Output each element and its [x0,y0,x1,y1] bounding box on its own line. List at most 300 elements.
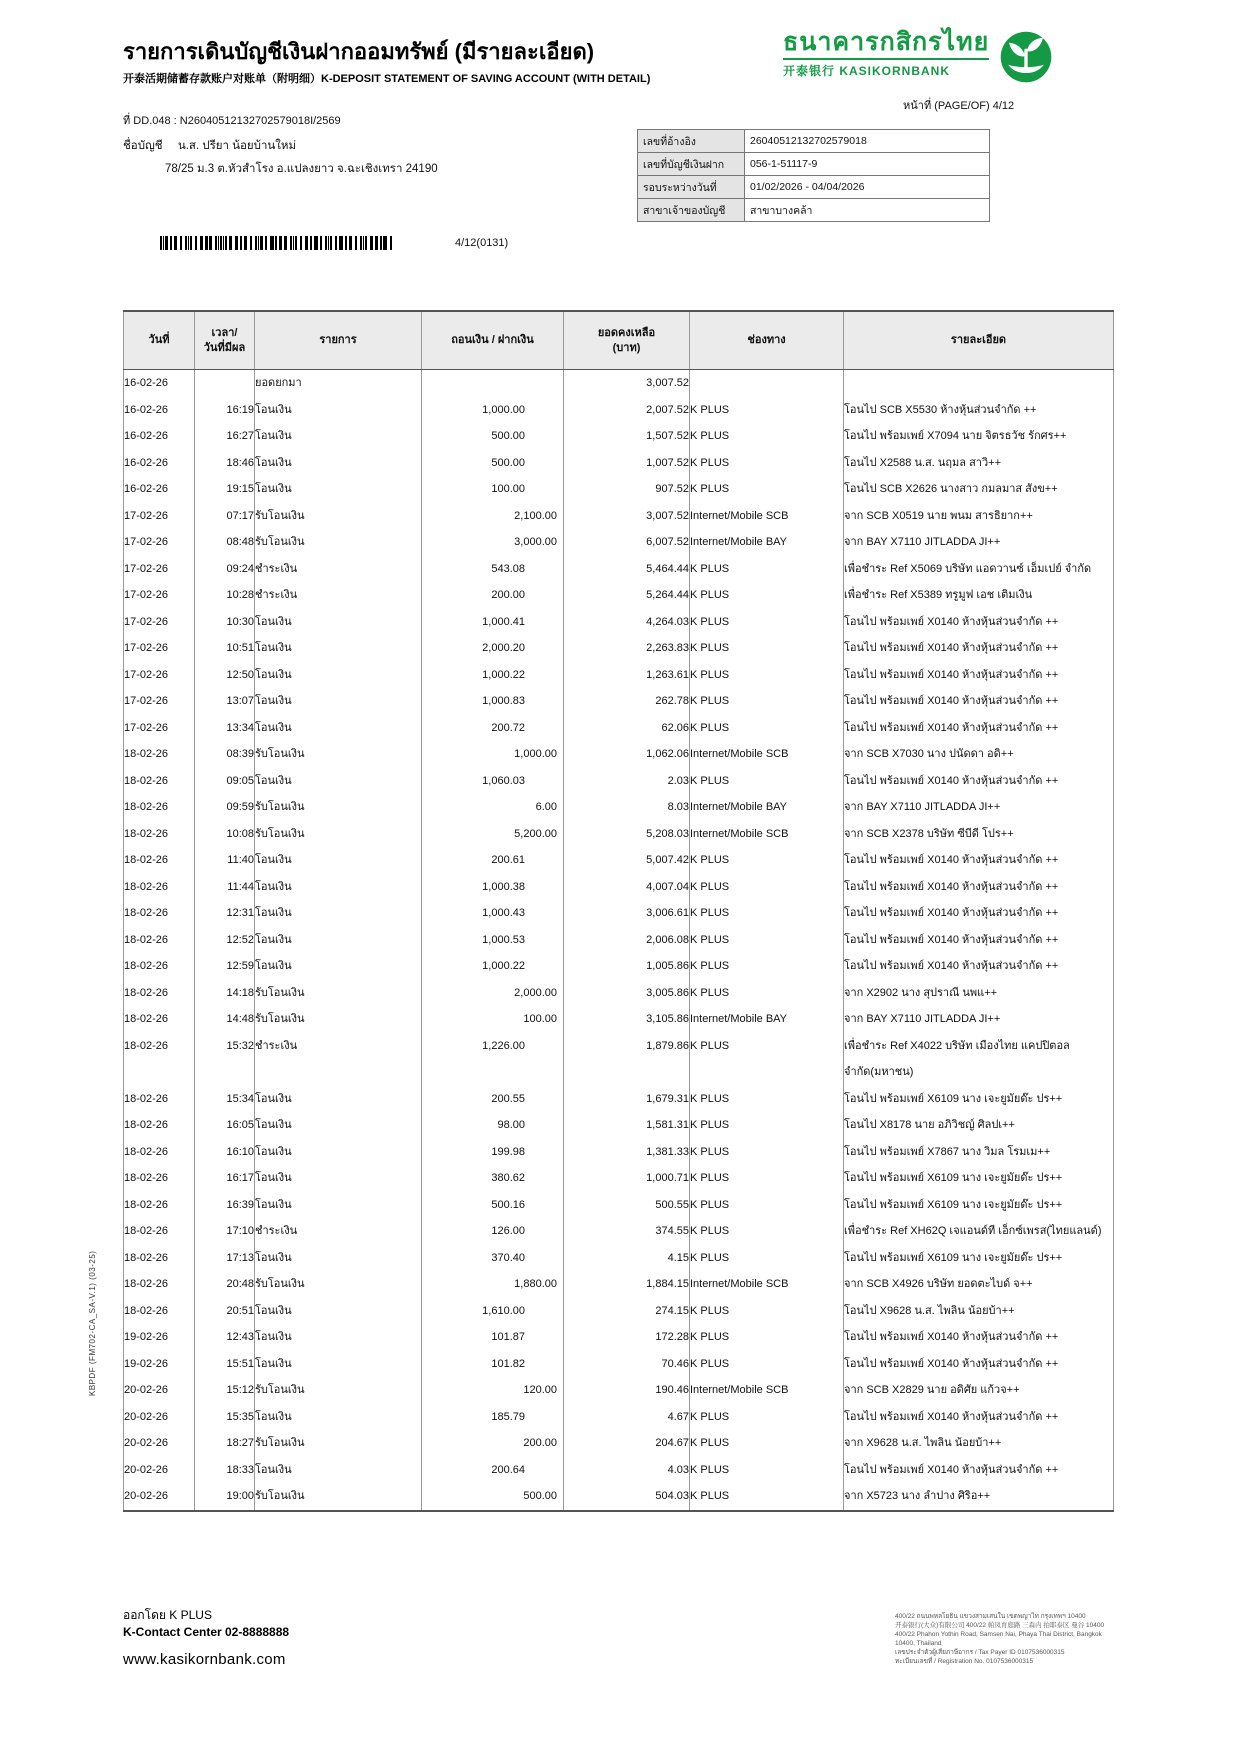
cell-time: 08:48 [195,529,255,556]
cell-balance: 6,007.52 [564,529,690,556]
footer-left [123,1607,289,1668]
header-time-line1: เวลา/ [211,326,238,339]
cell-balance: 1,879.86 [564,1033,690,1086]
cell-balance: 1,263.61 [564,662,690,689]
cell-type: โอนเงิน [255,1086,422,1113]
cell-balance: 1,062.06 [564,741,690,768]
table-row [124,582,1114,609]
cell-type: โอนเงิน [255,1139,422,1166]
cell-type: โอนเงิน [255,874,422,901]
cell-time: 10:28 [195,582,255,609]
barcode-caption: 4/12(0131) [455,237,509,249]
cell-detail: โอนไป พร้อมเพย์ X0140 ห้างหุ้นส่วนจำกัด ++ [844,662,1114,689]
info-row [638,176,990,199]
cell-channel: K PLUS [690,609,844,636]
cell-time: 18:27 [195,1430,255,1457]
cell-type: โอนเงิน [255,635,422,662]
cell-time: 13:34 [195,715,255,742]
cell-channel: K PLUS [690,927,844,954]
cell-time: 16:17 [195,1165,255,1192]
cell-detail: โอนไป พร้อมเพย์ X0140 ห้างหุ้นส่วนจำกัด ++ [844,874,1114,901]
cell-type: รับโอนเงิน [255,794,422,821]
table-header-row [124,311,1114,370]
cell-time: 15:35 [195,1404,255,1431]
header-date: วันที่ [124,311,195,370]
cell-type: รับโอนเงิน [255,529,422,556]
cell-type: รับโอนเงิน [255,741,422,768]
account-address: 78/25 ม.3 ต.หัวสำโรง อ.แปลงยาว จ.ฉะเชิงเทรา 24190 [165,163,438,175]
table-row [124,397,1114,424]
table-row [124,609,1114,636]
cell-date: 18-02-26 [124,774,169,787]
cell-channel: Internet/Mobile SCB [690,741,844,768]
cell-time: 20:48 [195,1271,255,1298]
cell-detail: เพื่อชำระ Ref X5389 ทรูมูฟ เอช เติมเงิน [844,582,1114,609]
cell-channel: K PLUS [690,1351,844,1378]
cell-detail: จาก SCB X2378 บริษัท ซีบีดี โปร++ [844,821,1114,848]
cell-date: 17-02-26 [124,668,169,681]
cell-time: 17:13 [195,1245,255,1272]
info-value: สาขาบางคล้า [745,199,990,222]
cell-channel: K PLUS [690,1483,844,1511]
cell-type: ชำระเงิน [255,556,422,583]
cell-time [195,370,255,397]
table-row [124,1086,1114,1113]
cell-date: 17-02-26 [124,615,169,628]
cell-time: 14:48 [195,1006,255,1033]
fine-print-line: 400/22 Phahon Yothin Road, Samsen Nai, Phaya Thai District, Bangkok 10400, Thailand [895,1631,1102,1647]
cell-channel: K PLUS [690,1245,844,1272]
table-row [124,821,1114,848]
cell-balance: 2,263.83 [564,635,690,662]
info-row [638,199,990,222]
cell-detail: โอนไป พร้อมเพย์ X0140 ห้างหุ้นส่วนจำกัด ++ [844,927,1114,954]
cell-amount: 1,226.00 [422,1033,564,1086]
cell-balance: 4.15 [564,1245,690,1272]
cell-detail: จาก BAY X7110 JITLADDA JI++ [844,794,1114,821]
page-subtitle: 开泰活期储蓄存款账户对账单（附明细）K-DEPOSIT STATEMENT OF SAVING ACCOUNT (WITH DETAIL) [123,73,651,85]
cell-balance: 3,007.52 [564,370,690,397]
cell-channel: K PLUS [690,688,844,715]
cell-date: 17-02-26 [124,562,169,575]
table-row [124,1245,1114,1272]
cell-channel: Internet/Mobile BAY [690,1006,844,1033]
cell-detail: โอนไป พร้อมเพย์ X7867 นาง วิมล โรมเม++ [844,1139,1114,1166]
cell-amount: 101.87 [422,1324,564,1351]
page-number: หน้าที่ (PAGE/OF) 4/12 [903,100,1015,112]
cell-balance: 1,581.31 [564,1112,690,1139]
header-balance-line2: (บาท) [612,341,641,354]
cell-balance: 4,264.03 [564,609,690,636]
cell-amount: 500.00 [422,450,564,477]
table-row [124,874,1114,901]
cell-detail: โอนไป พร้อมเพย์ X0140 ห้างหุ้นส่วนจำกัด ++ [844,688,1114,715]
cell-time: 09:24 [195,556,255,583]
cell-amount: 200.55 [422,1086,564,1113]
cell-amount: 1,000.00 [422,741,564,768]
cell-amount: 185.79 [422,1404,564,1431]
cell-balance: 190.46 [564,1377,690,1404]
info-value: 056-1-51117-9 [745,153,990,176]
cell-channel: K PLUS [690,953,844,980]
cell-detail: จาก X5723 นาง ลำปาง ศิริอ++ [844,1483,1114,1511]
account-info-body [638,130,990,222]
cell-channel: K PLUS [690,582,844,609]
cell-date: 18-02-26 [124,1278,169,1290]
account-info-table [637,129,990,222]
cell-amount [422,370,564,397]
cell-type: ชำระเงิน [255,1218,422,1245]
cell-type: โอนเงิน [255,927,422,954]
table-row [124,953,1114,980]
cell-time: 07:17 [195,503,255,530]
cell-balance: 5,464.44 [564,556,690,583]
table-row [124,715,1114,742]
cell-detail: โอนไป พร้อมเพย์ X0140 ห้างหุ้นส่วนจำกัด ++ [844,768,1114,795]
cell-balance: 62.06 [564,715,690,742]
cell-time: 15:34 [195,1086,255,1113]
cell-amount: 1,000.43 [422,900,564,927]
cell-amount: 2,000.20 [422,635,564,662]
cell-time: 10:51 [195,635,255,662]
cell-channel: K PLUS [690,980,844,1007]
cell-date: 17-02-26 [124,589,169,601]
cell-amount: 126.00 [422,1218,564,1245]
cell-channel: K PLUS [690,874,844,901]
table-row [124,1351,1114,1378]
cell-time: 11:40 [195,847,255,874]
cell-type: รับโอนเงิน [255,1006,422,1033]
cell-balance: 204.67 [564,1430,690,1457]
cell-detail: โอนไป พร้อมเพย์ X6109 นาง เจะยูมัยด๊ะ ปร++ [844,1245,1114,1272]
cell-channel: K PLUS [690,1112,844,1139]
cell-detail: จาก SCB X0519 นาย พนม สารธิยาก++ [844,503,1114,530]
contact-center: K-Contact Center 02-8888888 [123,1625,290,1639]
cell-detail: โอนไป X2588 น.ส. นฤมล สาวิ++ [844,450,1114,477]
cell-channel: Internet/Mobile SCB [690,503,844,530]
cell-type: โอนเงิน [255,847,422,874]
cell-detail: โอนไป SCB X2626 นางสาว กมลมาส สังข++ [844,476,1114,503]
cell-time: 12:59 [195,953,255,980]
cell-date: 20-02-26 [124,1410,169,1423]
account-name-line [123,137,296,155]
cell-detail: โอนไป พร้อมเพย์ X6109 นาง เจะยูมัยด๊ะ ปร++ [844,1165,1114,1192]
cell-detail: โอนไป X8178 นาย อภิวิชญ์ ศิลปเ++ [844,1112,1114,1139]
cell-channel: K PLUS [690,423,844,450]
info-value: 26040512132702579018 [745,130,990,153]
cell-date: 18-02-26 [124,1198,169,1211]
cell-channel: K PLUS [690,635,844,662]
cell-detail: โอนไป พร้อมเพย์ X7094 นาย จิตรธวัช รักศร++ [844,423,1114,450]
cell-channel: K PLUS [690,556,844,583]
cell-date: 17-02-26 [124,642,169,654]
cell-balance: 2.03 [564,768,690,795]
cell-balance: 3,105.86 [564,1006,690,1033]
cell-date: 18-02-26 [124,1119,169,1131]
cell-detail: โอนไป พร้อมเพย์ X0140 ห้างหุ้นส่วนจำกัด ++ [844,953,1114,980]
table-row [124,503,1114,530]
cell-detail: จาก SCB X4926 บริษัท ยอดตะไบด์ จ++ [844,1271,1114,1298]
bank-name-sub: 开泰银行 KASIKORNBANK [783,58,989,79]
table-row [124,450,1114,477]
fine-print-line: เลขประจำตัวผู้เสียภาษีอากร / Tax Payer ID 0107536000315 [895,1649,1065,1656]
cell-detail: โอนไป พร้อมเพย์ X0140 ห้างหุ้นส่วนจำกัด ++ [844,1404,1114,1431]
cell-date: 18-02-26 [124,960,169,972]
cell-channel: K PLUS [690,1404,844,1431]
cell-balance: 4,007.04 [564,874,690,901]
cell-amount: 200.00 [422,1430,564,1457]
barcode [160,236,392,250]
cell-type: โอนเงิน [255,768,422,795]
info-row [638,153,990,176]
cell-time: 09:59 [195,794,255,821]
cell-date: 18-02-26 [124,986,169,999]
cell-amount: 3,000.00 [422,529,564,556]
cell-balance: 172.28 [564,1324,690,1351]
cell-balance: 4.03 [564,1457,690,1484]
cell-type: โอนเงิน [255,1112,422,1139]
cell-amount: 1,000.83 [422,688,564,715]
cell-detail: โอนไป พร้อมเพย์ X6109 นาง เจะยูมัยด๊ะ ปร++ [844,1086,1114,1113]
bank-address-fine-print [895,1612,1120,1666]
cell-type: โอนเงิน [255,662,422,689]
cell-type: รับโอนเงิน [255,1377,422,1404]
cell-amount: 1,880.00 [422,1271,564,1298]
table-row [124,1165,1114,1192]
header-description: รายการ [255,311,422,370]
cell-amount: 543.08 [422,556,564,583]
cell-channel: Internet/Mobile BAY [690,529,844,556]
table-row [124,1139,1114,1166]
cell-type: โอนเงิน [255,1245,422,1272]
table-row [124,1324,1114,1351]
cell-detail: จาก X9628 น.ส. ไพลิน น้อยบ้า++ [844,1430,1114,1457]
cell-amount: 200.72 [422,715,564,742]
cell-detail: โอนไป พร้อมเพย์ X0140 ห้างหุ้นส่วนจำกัด ++ [844,1351,1114,1378]
issued-by: ออกโดย K PLUS [123,1608,212,1622]
header-time-line2: วันที่มีผล [203,341,246,354]
cell-date: 17-02-26 [124,721,169,734]
cell-channel: Internet/Mobile SCB [690,1271,844,1298]
table-row [124,980,1114,1007]
cell-amount: 6.00 [422,794,564,821]
cell-detail: เพื่อชำระ Ref X4022 บริษัท เมืองไทย แคปปิตอล จำกัด(มหาชน) [844,1033,1114,1086]
cell-time: 19:15 [195,476,255,503]
cell-amount: 1,000.38 [422,874,564,901]
cell-date: 19-02-26 [124,1331,169,1343]
cell-amount: 1,060.03 [422,768,564,795]
cell-type: รับโอนเงิน [255,821,422,848]
cell-channel: K PLUS [690,1218,844,1245]
cell-channel [690,370,844,397]
cell-channel: K PLUS [690,1165,844,1192]
cell-detail: โอนไป X9628 น.ส. ไพลิน น้อยบ้า++ [844,1298,1114,1325]
cell-detail: โอนไป พร้อมเพย์ X0140 ห้างหุ้นส่วนจำกัด ++ [844,635,1114,662]
cell-date: 18-02-26 [124,1145,169,1158]
cell-balance: 1,884.15 [564,1271,690,1298]
table-row [124,476,1114,503]
table-row [124,1404,1114,1431]
cell-channel: K PLUS [690,1324,844,1351]
account-name: น.ส. ปรียา น้อยบ้านใหม่ [177,140,297,152]
info-label: เลขที่บัญชีเงินฝาก [638,153,745,176]
cell-balance: 1,679.31 [564,1086,690,1113]
cell-balance: 504.03 [564,1483,690,1511]
table-row [124,900,1114,927]
cell-time: 11:44 [195,874,255,901]
cell-time: 16:05 [195,1112,255,1139]
cell-channel: K PLUS [690,1086,844,1113]
cell-time: 12:50 [195,662,255,689]
cell-amount: 500.00 [422,423,564,450]
cell-channel: K PLUS [690,476,844,503]
cell-date: 18-02-26 [124,854,169,866]
cell-date: 18-02-26 [124,933,169,946]
cell-time: 18:33 [195,1457,255,1484]
cell-time: 08:39 [195,741,255,768]
cell-type: โอนเงิน [255,688,422,715]
cell-type: รับโอนเงิน [255,503,422,530]
cell-detail: โอนไป พร้อมเพย์ X0140 ห้างหุ้นส่วนจำกัด ++ [844,715,1114,742]
cell-time: 10:30 [195,609,255,636]
cell-balance: 3,007.52 [564,503,690,530]
table-row [124,635,1114,662]
account-name-label: ชื่อบัญชี [123,140,163,152]
cell-amount: 101.82 [422,1351,564,1378]
cell-type: โอนเงิน [255,715,422,742]
cell-date: 18-02-26 [124,1092,169,1105]
header-time [195,311,255,370]
cell-time: 16:39 [195,1192,255,1219]
cell-type: ยอดยกมา [255,370,422,397]
cell-balance: 8.03 [564,794,690,821]
document-number: ที่ DD.048 : N26040512132702579018I/2569 [123,115,341,127]
table-row [124,370,1114,397]
cell-amount: 1,000.41 [422,609,564,636]
cell-amount: 200.00 [422,582,564,609]
info-label: เลขที่อ้างอิง [638,130,745,153]
cell-detail: โอนไป พร้อมเพย์ X0140 ห้างหุ้นส่วนจำกัด ++ [844,1457,1114,1484]
cell-channel: K PLUS [690,450,844,477]
cell-balance: 70.46 [564,1351,690,1378]
fine-print-line: 开泰银行(大众)有限公司 400/22 帕凤育庭路 三森内 拍耶泰区 曼谷 10400 [895,1622,1105,1629]
table-row [124,1218,1114,1245]
cell-date: 20-02-26 [124,1437,169,1449]
cell-time: 16:10 [195,1139,255,1166]
cell-channel: K PLUS [690,1192,844,1219]
cell-channel: K PLUS [690,768,844,795]
cell-amount: 100.00 [422,1006,564,1033]
cell-balance: 1,007.52 [564,450,690,477]
cell-detail: จาก BAY X7110 JITLADDA JI++ [844,529,1114,556]
bank-logo [783,28,1053,84]
info-label: สาขาเจ้าของบัญชี [638,199,745,222]
cell-type: โอนเงิน [255,1298,422,1325]
table-row [124,556,1114,583]
cell-amount: 370.40 [422,1245,564,1272]
bank-name-thai: ธนาคารกสิกรไทย [783,28,990,56]
cell-date: 17-02-26 [124,695,169,707]
table-row [124,662,1114,689]
table-row [124,768,1114,795]
table-row [124,1457,1114,1484]
cell-time: 15:12 [195,1377,255,1404]
cell-channel: Internet/Mobile SCB [690,1377,844,1404]
cell-type: ชำระเงิน [255,582,422,609]
cell-time: 12:31 [195,900,255,927]
cell-date: 17-02-26 [124,536,169,548]
cell-date: 16-02-26 [124,403,169,416]
cell-amount: 1,000.22 [422,662,564,689]
cell-date: 18-02-26 [124,1304,169,1317]
cell-balance: 2,007.52 [564,397,690,424]
cell-balance: 1,000.71 [564,1165,690,1192]
cell-balance: 5,264.44 [564,582,690,609]
fine-print-line: ทะเบียนเลขที่ / Registration No. 0107536000315 [895,1658,1034,1665]
cell-time: 15:32 [195,1033,255,1086]
header-balance [564,311,690,370]
cell-date: 18-02-26 [124,827,169,840]
info-row [638,130,990,153]
table-row [124,1483,1114,1511]
cell-type: โอนเงิน [255,1404,422,1431]
cell-time: 10:08 [195,821,255,848]
cell-type: ชำระเงิน [255,1033,422,1086]
cell-amount: 120.00 [422,1377,564,1404]
table-row [124,423,1114,450]
cell-date: 18-02-26 [124,748,169,760]
cell-detail: จาก X2902 นาง สุปราณี นพแ++ [844,980,1114,1007]
cell-type: โอนเงิน [255,900,422,927]
cell-time: 12:52 [195,927,255,954]
cell-amount: 5,200.00 [422,821,564,848]
table-row [124,847,1114,874]
transactions-body [124,370,1114,1511]
table-row [124,529,1114,556]
cell-balance: 262.78 [564,688,690,715]
cell-date: 16-02-26 [124,430,169,442]
cell-time: 15:51 [195,1351,255,1378]
cell-time: 14:18 [195,980,255,1007]
cell-date: 18-02-26 [124,801,169,813]
cell-amount: 500.00 [422,1483,564,1511]
cell-time: 19:00 [195,1483,255,1511]
cell-date: 18-02-26 [124,1251,169,1264]
table-row [124,1430,1114,1457]
table-row [124,1298,1114,1325]
table-row [124,927,1114,954]
table-row [124,688,1114,715]
cell-date: 18-02-26 [124,1013,169,1025]
cell-date: 20-02-26 [124,1384,169,1396]
cell-type: โอนเงิน [255,1192,422,1219]
cell-channel: K PLUS [690,397,844,424]
table-row [124,741,1114,768]
cell-type: รับโอนเงิน [255,1483,422,1511]
cell-detail: โอนไป พร้อมเพย์ X6109 นาง เจะยูมัยด๊ะ ปร++ [844,1192,1114,1219]
header-detail: รายละเอียด [844,311,1114,370]
header-channel: ช่องทาง [690,311,844,370]
cell-channel: K PLUS [690,1430,844,1457]
cell-date: 18-02-26 [124,880,169,893]
cell-balance: 274.15 [564,1298,690,1325]
header-balance-line1: ยอดคงเหลือ [597,326,656,339]
cell-balance: 2,006.08 [564,927,690,954]
cell-date: 19-02-26 [124,1357,169,1370]
cell-balance: 5,208.03 [564,821,690,848]
cell-type: โอนเงิน [255,1351,422,1378]
cell-time: 09:05 [195,768,255,795]
